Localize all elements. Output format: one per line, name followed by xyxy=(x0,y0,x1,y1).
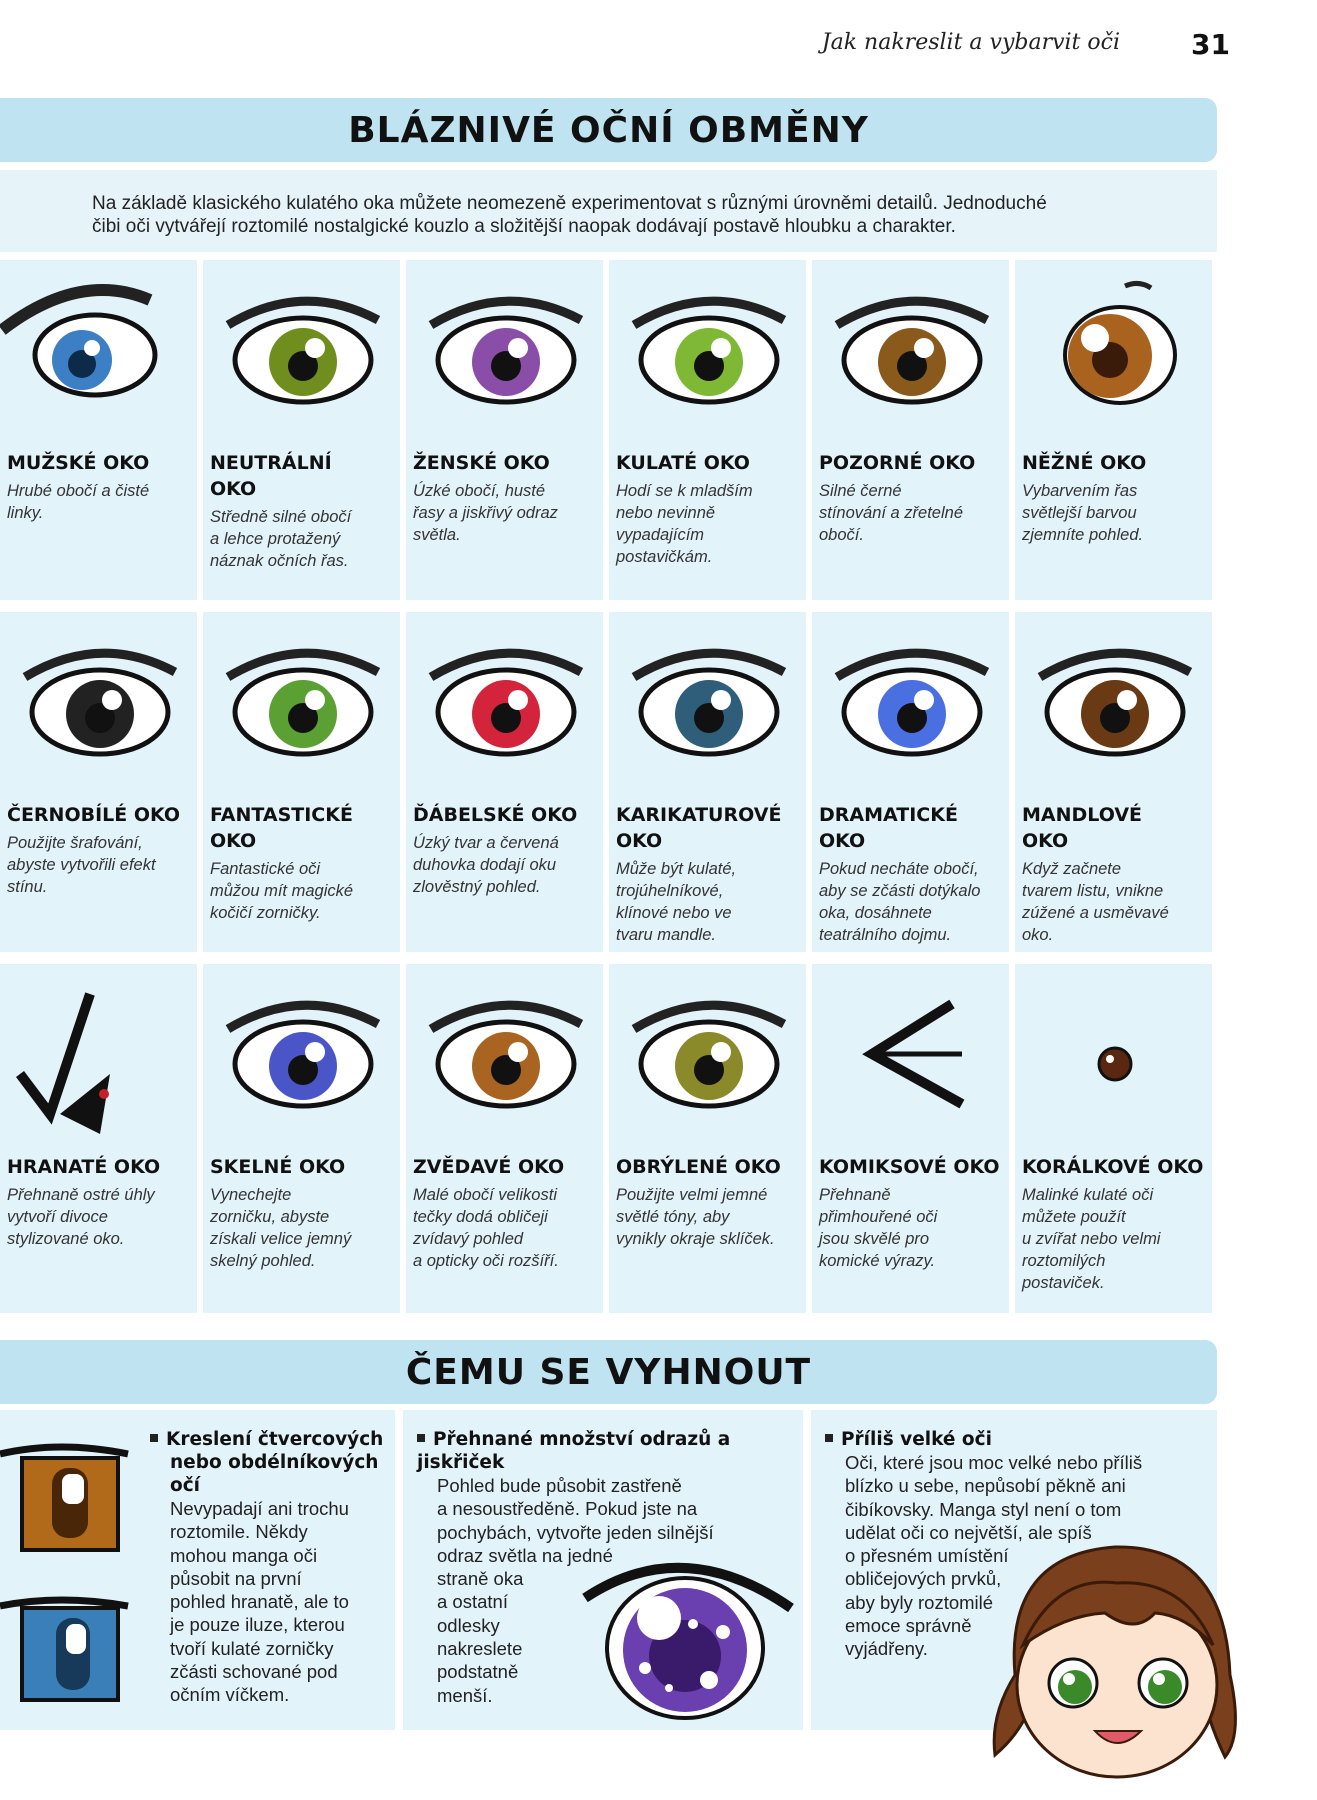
description-line: stylizované oko. xyxy=(7,1230,125,1248)
description-line: Hrubé obočí a čisté xyxy=(7,482,150,500)
body-line: působit na první xyxy=(170,1567,302,1589)
description-line: Úzké obočí, husté xyxy=(413,482,546,500)
running-head: Jak nakreslit a vybarvit oči xyxy=(821,30,1120,55)
eye-card-description xyxy=(413,832,599,898)
description-line: oko. xyxy=(1022,926,1054,944)
eye-card xyxy=(609,964,806,1313)
description-line: a lehce protažený xyxy=(210,530,341,548)
intro-line: Na základě klasického kulatého oka můžete neomezeně experimentovat s různými úrovněmi detailů. Jednoduché xyxy=(92,193,1047,214)
title-line: FANTASTICKÉ xyxy=(210,804,353,826)
eye-card-description xyxy=(1022,858,1208,946)
description-line: stínu. xyxy=(7,878,48,896)
description-line: Když začnete xyxy=(1022,860,1122,878)
title-line: ZVĚDAVÉ OKO xyxy=(413,1156,565,1178)
eye-card xyxy=(0,964,197,1313)
eye-card xyxy=(609,612,806,952)
description-line: roztomilých xyxy=(1022,1252,1106,1270)
description-line: zlověstný pohled. xyxy=(413,878,541,896)
title-line: OKO xyxy=(210,830,257,852)
body-line: je pouze iluze, kterou xyxy=(170,1614,345,1636)
eye-card-title xyxy=(7,1154,195,1180)
neutral-eye-illustration xyxy=(203,260,400,435)
body-line: Pohled bude působit zastřeně xyxy=(437,1475,682,1496)
eye-card-description xyxy=(819,1184,1005,1272)
description-line: Přehnaně xyxy=(819,1186,891,1204)
description-line: trojúhelníkové, xyxy=(616,882,724,900)
eye-card xyxy=(1015,964,1212,1313)
description-line: oka, dosáhnete xyxy=(819,904,932,922)
description-line: tvaru mandle. xyxy=(616,926,716,944)
avoid-item-heading: Příliš velké oči xyxy=(825,1428,1215,1451)
avoid-item-heading: Přehnané množství odrazů a jiskřiček xyxy=(417,1429,731,1473)
description-line: Fantastické oči xyxy=(210,860,321,878)
black-white-eye-illustration xyxy=(0,612,197,787)
title-line: HRANATÉ OKO xyxy=(7,1156,161,1178)
description-line: teatrálního dojmu. xyxy=(819,926,952,944)
title-line: KULATÉ OKO xyxy=(616,452,750,474)
eye-card-title xyxy=(7,450,195,476)
body-line: straně oka xyxy=(437,1568,524,1590)
square-eye-illustration xyxy=(0,1428,140,1708)
section-title: BLÁZNIVÉ OČNÍ OBMĚNY xyxy=(348,109,869,151)
title-line: DRAMATICKÉ xyxy=(819,804,958,826)
eye-card-title xyxy=(819,1154,1007,1180)
body-line: o přesném umístění xyxy=(845,1545,1009,1567)
description-line: Malé obočí velikosti xyxy=(413,1186,557,1204)
description-line: klínové nebo ve xyxy=(616,904,732,922)
eye-card xyxy=(406,964,603,1313)
eye-card-description xyxy=(819,480,1005,546)
eye-card-description xyxy=(616,480,802,568)
body-line: menší. xyxy=(437,1684,493,1706)
glasses-eye-illustration xyxy=(609,964,806,1139)
eye-card-title xyxy=(413,1154,601,1180)
title-line: ŽENSKÉ OKO xyxy=(413,452,550,474)
avoid-item-body xyxy=(150,1497,390,1707)
eye-card xyxy=(203,260,400,600)
section-banner-variations xyxy=(0,98,1217,162)
eye-card-description xyxy=(616,1184,802,1250)
description-line: můžou mít magické xyxy=(210,882,354,900)
body-line: podstatně xyxy=(437,1661,519,1683)
eye-card-title xyxy=(1022,1154,1210,1180)
bead-eye-illustration xyxy=(1015,964,1212,1139)
description-line: Středně silné obočí xyxy=(210,508,352,526)
description-line: náznak očních řas. xyxy=(210,552,349,570)
title-line: ČERNOBÍLÉ OKO xyxy=(7,804,181,826)
description-line: Vynechejte xyxy=(210,1186,292,1204)
chibi-girl-illustration xyxy=(985,1535,1255,1795)
eye-card-description xyxy=(7,480,193,524)
eye-card xyxy=(812,964,1009,1313)
description-line: tvarem listu, vnikne xyxy=(1022,882,1164,900)
body-line: a ostatní xyxy=(437,1591,508,1613)
title-line: OKO xyxy=(1022,830,1069,852)
section-banner-avoid xyxy=(0,1340,1217,1404)
body-line: odlesky xyxy=(437,1614,500,1636)
eye-card-description xyxy=(413,1184,599,1272)
title-line: OKO xyxy=(616,830,663,852)
body-line: zčásti schované pod xyxy=(170,1661,338,1683)
body-line: a nesoustředěně. Pokud jste na xyxy=(437,1498,698,1520)
title-line: NĚŽNÉ OKO xyxy=(1022,452,1147,474)
description-line: Silné černé xyxy=(819,482,902,500)
description-line: vynikly okraje sklíček. xyxy=(616,1230,775,1248)
title-line: KOMIKSOVÉ OKO xyxy=(819,1156,1000,1178)
dramatic-eye-illustration xyxy=(812,612,1009,787)
avoid-item-heading: nebo obdélníkových očí xyxy=(170,1452,379,1496)
avoid-panel-too-many-highlights xyxy=(403,1410,803,1730)
description-line: postaviček. xyxy=(1022,1274,1105,1292)
eye-card-title xyxy=(819,450,1007,476)
description-line: Použijte velmi jemné xyxy=(616,1186,768,1204)
eye-card-title xyxy=(7,802,195,828)
eye-card xyxy=(0,612,197,952)
eye-card xyxy=(1015,612,1212,952)
description-line: zúžené a usměvavé xyxy=(1022,904,1169,922)
description-line: přimhouřené oči xyxy=(819,1208,938,1226)
eye-card-description xyxy=(210,1184,396,1272)
gentle-eye-illustration xyxy=(1015,260,1212,435)
description-line: tečky dodá obličeji xyxy=(413,1208,548,1226)
section-title: ČEMU SE VYHNOUT xyxy=(405,1351,812,1393)
description-line: kočičí zorničky. xyxy=(210,904,321,922)
description-line: Hodí se k mladším xyxy=(616,482,753,500)
body-line: vyjádřeny. xyxy=(845,1638,928,1660)
description-line: duhovka dodají oku xyxy=(413,856,557,874)
title-line: KARIKATUROVÉ xyxy=(616,804,782,826)
body-line: odraz světla na jedné xyxy=(437,1544,613,1566)
round-eye-illustration xyxy=(609,260,806,435)
title-line: NEUTRÁLNÍ xyxy=(210,452,332,474)
eye-card xyxy=(0,260,197,600)
title-line: OKO xyxy=(819,830,866,852)
description-line: světlejší barvou xyxy=(1022,504,1137,522)
description-line: komické výrazy. xyxy=(819,1252,936,1270)
body-line: mohou manga oči xyxy=(170,1544,318,1566)
page-number: 31 xyxy=(1191,28,1230,61)
eye-card xyxy=(203,964,400,1313)
caricature-eye-illustration xyxy=(609,612,806,787)
eye-card-title xyxy=(413,450,601,476)
title-line: SKELNÉ OKO xyxy=(210,1156,346,1178)
body-line: čibíkovsky. Manga styl není o tom xyxy=(845,1498,1122,1520)
eye-card-title xyxy=(210,1154,398,1180)
description-line: zorničku, abyste xyxy=(210,1208,330,1226)
avoid-item-heading: Kreslení čtvercových xyxy=(150,1428,390,1451)
description-line: aby se zčásti dotýkalo xyxy=(819,882,981,900)
body-line: roztomile. Někdy xyxy=(170,1521,308,1543)
eye-card-title xyxy=(413,802,601,828)
eye-card-description xyxy=(7,1184,193,1250)
attentive-eye-illustration xyxy=(812,260,1009,435)
description-line: zjemníte pohled. xyxy=(1022,526,1144,544)
description-line: stínování a zřetelné xyxy=(819,504,964,522)
description-line: získali velice jemný xyxy=(210,1230,352,1248)
description-line: Pokud necháte obočí, xyxy=(819,860,979,878)
eye-card xyxy=(203,612,400,952)
bullet-icon xyxy=(825,1434,833,1442)
eye-card xyxy=(406,260,603,600)
title-line: KORÁLKOVÉ OKO xyxy=(1022,1156,1204,1178)
female-eye-illustration xyxy=(406,260,603,435)
devil-eye-illustration xyxy=(406,612,603,787)
eye-card-description xyxy=(413,480,599,546)
eye-card-title xyxy=(1022,802,1210,854)
bullet-icon xyxy=(150,1434,158,1442)
eye-card xyxy=(406,612,603,952)
description-line: jsou skvělé pro xyxy=(819,1230,930,1248)
description-line: nebo nevinně xyxy=(616,504,716,522)
bullet-icon xyxy=(417,1434,425,1442)
description-line: můžete použít xyxy=(1022,1208,1126,1226)
eye-card-description xyxy=(210,506,396,572)
description-line: obočí. xyxy=(819,526,864,544)
glassy-eye-illustration xyxy=(203,964,400,1139)
almond-eye-illustration xyxy=(1015,612,1212,787)
description-line: Může být kulaté, xyxy=(616,860,737,878)
description-line: skelný pohled. xyxy=(210,1252,316,1270)
title-line: OBRÝLENÉ OKO xyxy=(616,1156,781,1178)
eye-card-title xyxy=(210,802,398,854)
description-line: postavičkám. xyxy=(616,548,713,566)
body-line: aby byly roztomilé xyxy=(845,1591,994,1613)
eye-card-title xyxy=(616,450,804,476)
description-line: vypadajícím xyxy=(616,526,705,544)
description-line: světla. xyxy=(413,526,461,544)
eye-card-description xyxy=(1022,480,1208,546)
body-line: pochybách, vytvořte jeden silnější xyxy=(437,1521,714,1543)
eye-card-title xyxy=(210,450,398,502)
description-line: abyste vytvořili efekt xyxy=(7,856,156,874)
eye-card-description xyxy=(1022,1184,1208,1294)
body-line: tvoří kulaté zorničky xyxy=(170,1637,334,1659)
eye-card-title xyxy=(616,1154,804,1180)
body-line: emoce správně xyxy=(845,1615,972,1637)
body-line: obličejových prvků, xyxy=(845,1568,1002,1590)
sparkly-eye-illustration xyxy=(573,1538,798,1728)
description-line: linky. xyxy=(7,504,44,522)
body-line: nakreslete xyxy=(437,1638,523,1660)
avoid-panel-square-eyes xyxy=(0,1410,395,1730)
description-line: zvídavý pohled xyxy=(413,1230,524,1248)
description-line: a opticky oči rozšíří. xyxy=(413,1252,559,1270)
eye-card xyxy=(812,612,1009,952)
body-line: udělat oči co největší, ale spíš xyxy=(845,1521,1092,1543)
title-line: MUŽSKÉ OKO xyxy=(7,452,150,474)
angular-eye-illustration xyxy=(0,964,197,1139)
description-line: Přehnaně ostré úhly xyxy=(7,1186,155,1204)
description-line: řasy a jiskřivý odraz xyxy=(413,504,558,522)
eye-card xyxy=(609,260,806,600)
eye-card-description xyxy=(616,858,802,946)
eye-card xyxy=(1015,260,1212,600)
eye-card-title xyxy=(616,802,804,854)
comic-eye-illustration xyxy=(812,964,1009,1139)
intro-line: čibi oči vytvářejí roztomilé nostalgické kouzlo a složitější naopak dodávají postavě hloubku a charakter. xyxy=(92,216,956,237)
title-line: POZORNÉ OKO xyxy=(819,452,976,474)
body-line: očním víčkem. xyxy=(170,1684,290,1706)
intro-paragraph xyxy=(0,170,1217,252)
eye-card-description xyxy=(210,858,396,924)
description-line: Vybarvením řas xyxy=(1022,482,1138,500)
title-line: OKO xyxy=(210,478,257,500)
body-line: Oči, které jsou moc velké nebo příliš xyxy=(845,1452,1143,1473)
body-line: blízko u sebe, nepůsobí pěkně ani xyxy=(845,1475,1126,1497)
title-line: MANDLOVÉ xyxy=(1022,804,1143,826)
eye-card-title xyxy=(1022,450,1210,476)
fantasy-eye-illustration xyxy=(203,612,400,787)
curious-eye-illustration xyxy=(406,964,603,1139)
description-line: u zvířat nebo velmi xyxy=(1022,1230,1161,1248)
eye-card-description xyxy=(7,832,193,898)
eye-variations-grid xyxy=(0,260,1217,1313)
description-line: Malinké kulaté oči xyxy=(1022,1186,1154,1204)
eye-card-description xyxy=(819,858,1005,946)
description-line: světlé tóny, aby xyxy=(616,1208,730,1226)
male-eye-illustration xyxy=(0,260,197,435)
eye-card xyxy=(812,260,1009,600)
body-line: Nevypadají ani trochu xyxy=(170,1498,349,1519)
description-line: Použijte šrafování, xyxy=(7,834,143,852)
description-line: Úzký tvar a červená xyxy=(413,834,559,852)
description-line: vytvoří divoce xyxy=(7,1208,108,1226)
body-line: pohled hranatě, ale to xyxy=(170,1591,349,1613)
eye-card-title xyxy=(819,802,1007,854)
title-line: ĎÁBELSKÉ OKO xyxy=(413,804,578,826)
